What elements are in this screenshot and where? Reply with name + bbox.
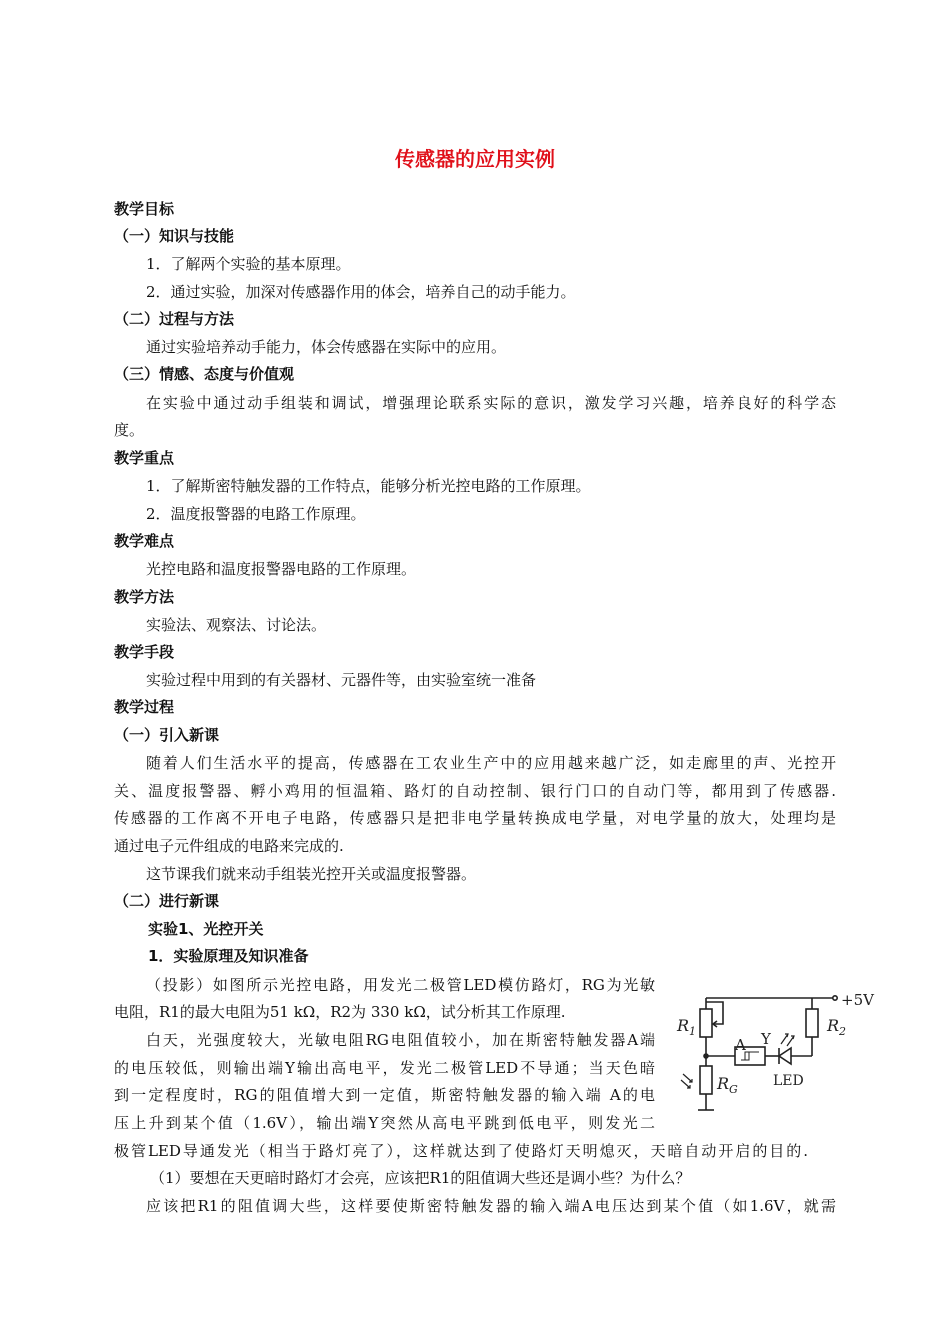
- paragraph-line: 实验过程中用到的有关器材、元器件等，由实验室统一准备: [146, 671, 537, 689]
- r1-wiper-wire: [706, 1002, 723, 1024]
- subsection-heading: （一）知识与技能: [114, 227, 235, 245]
- paragraph-line: 传感器的工作离不开电子电路，传感器只是把非电学量转换成电学量，对电学量的放大，处理均是: [114, 809, 836, 827]
- subsection-heading: （二）过程与方法: [114, 310, 235, 328]
- paragraph-line: 应该把R1的阻值调大些，这样要使斯密特触发器的输入端A电压达到某个值（如1.6V，就需: [146, 1197, 836, 1215]
- a-label: A: [735, 1036, 746, 1054]
- paragraph-line: 通过电子元件组成的电路来完成的.: [114, 837, 344, 855]
- paragraph-line: 在实验中通过动手组装和调试，增强理论联系实际的意识，激发学习兴趣，培养良好的科学态: [146, 394, 836, 412]
- rg-photoresistor: [700, 1066, 712, 1094]
- r2-label: R: [827, 1016, 840, 1035]
- section-heading: 教学重点: [114, 449, 175, 467]
- light-in-arrow: [683, 1074, 692, 1082]
- svg-text:R2: [826, 1016, 846, 1038]
- led-diode: [779, 1048, 791, 1064]
- paragraph-line: 到一定程度时，RG的阻值增大到一定值，斯密特触发器的输入端 A的电: [114, 1086, 655, 1104]
- paragraph-line: （1）要想在天更暗时路灯才会亮，应该把R1的阻值调大些还是调小些？为什么？: [150, 1169, 691, 1187]
- section-heading: 教学难点: [114, 532, 175, 550]
- y-label: Y: [761, 1030, 771, 1048]
- paragraph-line: 1．了解两个实验的基本原理。: [146, 255, 351, 273]
- paragraph-line: 2．通过实验，加深对传感器作用的体会，培养自己的动手能力。: [146, 283, 576, 301]
- led-label: LED: [773, 1073, 804, 1089]
- subsection-heading: （三）情感、态度与价值观: [114, 365, 295, 383]
- paragraph-line: 1．了解斯密特触发器的工作特点，能够分析光控电路的工作原理。: [146, 477, 591, 495]
- r2-subscript: 2: [839, 1025, 847, 1038]
- light-in-arrow: [681, 1080, 690, 1088]
- paragraph-line: 这节课我们就来动手组装光控开关或温度报警器。: [146, 865, 477, 883]
- paragraph-line: 2．温度报警器的电路工作原理。: [146, 505, 366, 523]
- svg-text:R1: [676, 1016, 696, 1038]
- paragraph-line: 白天，光强度较大，光敏电阻RG电阻值较小，加在斯密特触发器A端: [146, 1031, 655, 1049]
- section-heading: 教学过程: [114, 698, 175, 716]
- subsection-heading: （一）引入新课: [114, 726, 220, 744]
- paragraph-line: 度。: [114, 421, 145, 439]
- svg-text:RG: [716, 1074, 738, 1096]
- vcc-terminal: [833, 996, 837, 1000]
- light-control-circuit-diagram: [665, 984, 880, 1119]
- section-heading: 教学目标: [114, 200, 175, 218]
- rg-subscript: G: [729, 1083, 738, 1096]
- r1-label: R: [677, 1016, 690, 1035]
- paragraph-line: 极管LED导通发光（相当于路灯亮了），这样就达到了使路灯天明熄灭，天暗自动开启的目的.: [114, 1142, 808, 1160]
- paragraph-line: 通过实验培养动手能力，体会传感器在实际中的应用。: [146, 338, 507, 356]
- led-light-arrow: [781, 1034, 788, 1044]
- paragraph-line: 随着人们生活水平的提高，传感器在工农业生产中的应用越来越广泛，如走廊里的声、光控开: [146, 754, 836, 772]
- rg-label: R: [717, 1074, 730, 1093]
- subsection-heading: （二）进行新课: [114, 892, 220, 910]
- section-heading: 教学手段: [114, 643, 175, 661]
- r2-resistor: [806, 1009, 818, 1037]
- paragraph-line: 电阻，R1的最大电阻为51 kΩ，R2为 330 kΩ，试分析其工作原理.: [114, 1003, 566, 1021]
- paragraph-line: 光控电路和温度报警器电路的工作原理。: [146, 560, 417, 578]
- r1-subscript: 1: [689, 1025, 697, 1038]
- section-heading: 教学方法: [114, 588, 175, 606]
- r1-resistor: [700, 1009, 712, 1037]
- experiment-subheading: 1．实验原理及知识准备: [148, 947, 309, 965]
- paragraph-line: 实验法、观察法、讨论法。: [146, 616, 327, 634]
- vcc-label: +5V: [841, 991, 874, 1009]
- led-light-arrow: [787, 1036, 794, 1046]
- page-title: 传感器的应用实例: [395, 147, 555, 171]
- paragraph-line: （投影）如图所示光控电路，用发光二极管LED模仿路灯，RG为光敏: [146, 976, 655, 994]
- paragraph-line: 关、温度报警器、孵小鸡用的恒温箱、路灯的自动控制、银行门口的自动门等，都用到了传感器.: [114, 782, 836, 800]
- experiment-heading: 实验1、光控开关: [148, 920, 264, 938]
- paragraph-line: 压上升到某个值（1.6V），输出端Y突然从高电平跳到低电平，则发光二: [114, 1114, 655, 1132]
- paragraph-line: 的电压较低，则输出端Y输出高电平，发光二极管LED不导通；当天色暗: [114, 1059, 655, 1077]
